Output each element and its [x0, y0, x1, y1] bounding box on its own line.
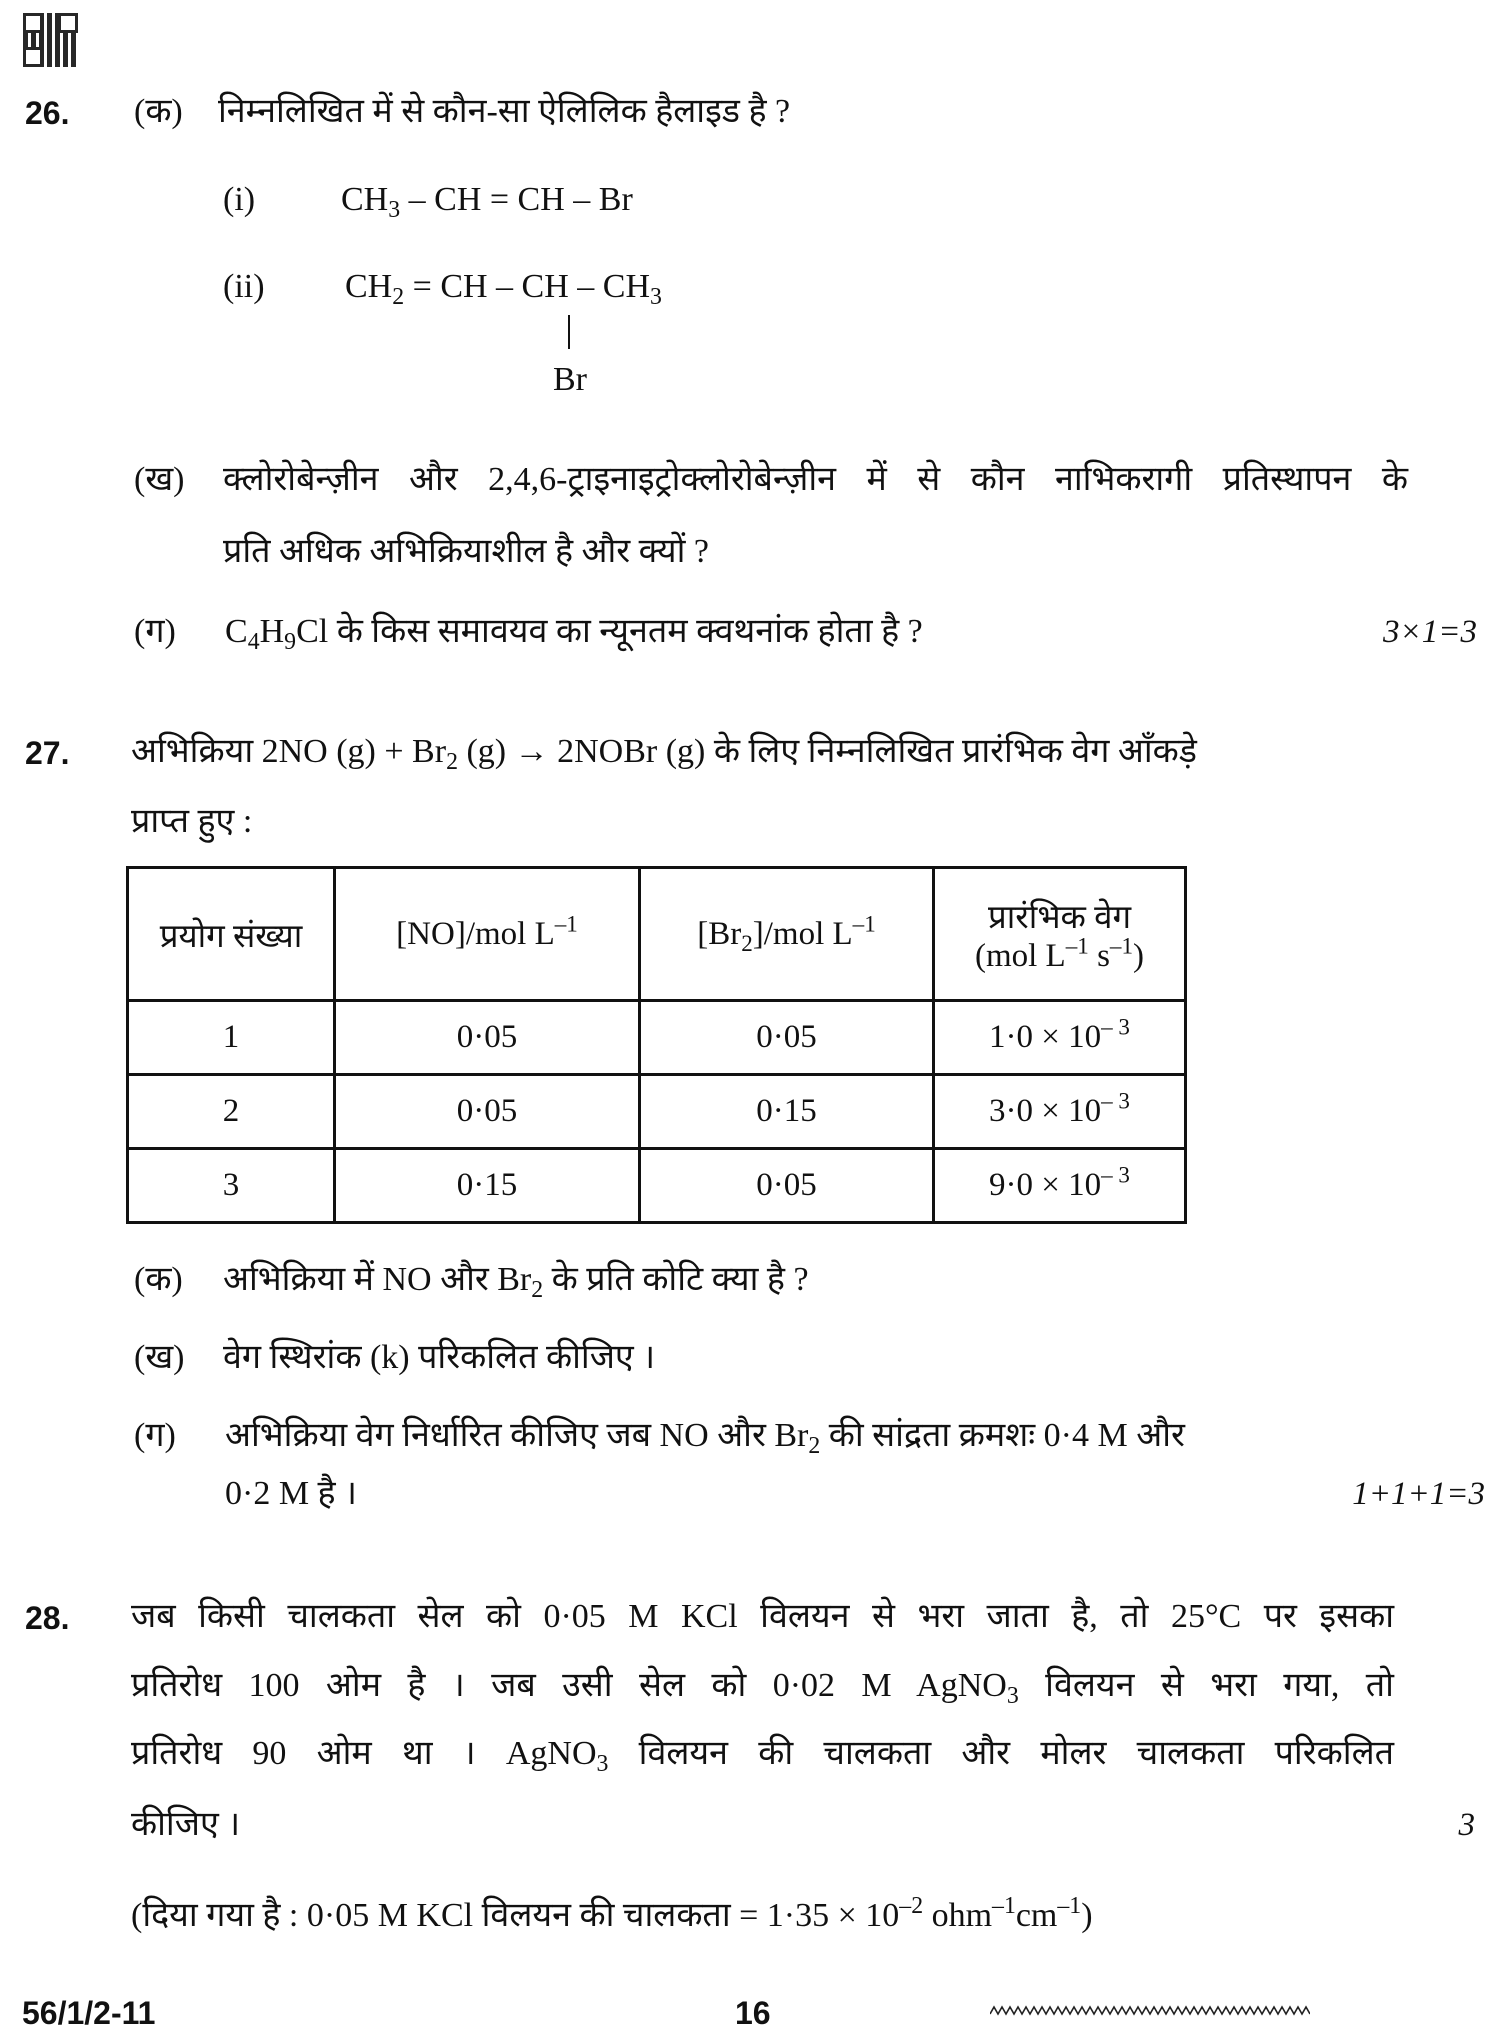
- q27-a-text: अभिक्रिया में NO और $Br_2$ के प्रति कोटि क्या है ?: [223, 1261, 809, 1304]
- q27-marks: 1+1+1=3: [1352, 1476, 1485, 1512]
- table-row: [128, 1075, 1186, 1149]
- q28-marks: 3: [1458, 1807, 1475, 1843]
- q27-c-label: (ग): [134, 1417, 176, 1454]
- q27-c-text: अभिक्रिया वेग निर्धारित कीजिए जब NO और $Br_2$ की सांद्रता क्रमशः 0·4 M और: [225, 1417, 1185, 1460]
- q26-option-i-formula: $CH_3$ – CH = CH – Br: [341, 181, 633, 224]
- question-26-number: 26.: [25, 95, 70, 131]
- q26-option-ii-formula: $CH_2$ = CH – CH – $CH_3$: [345, 268, 662, 311]
- q26-b-label: (ख): [134, 461, 185, 498]
- security-wave-pattern-icon: [990, 2004, 1310, 2018]
- q27-b-text: वेग स्थिरांक (k) परिकलित कीजिए ।: [223, 1339, 656, 1376]
- header-br2-concentration: $[Br_2]$/mol $L^{-1}$: [640, 868, 934, 1001]
- q28-line2: प्रतिरोध 100 ओम है । जब उसी सेल को 0·02 M AgNO$_3$ विलयन से भरा गया, तो: [131, 1667, 1394, 1710]
- q26-option-ii-substituent: Br: [553, 361, 587, 398]
- q26-c-label: (ग): [134, 613, 176, 650]
- q26-marks: 3×1=3: [1382, 614, 1477, 650]
- q26-a-label: (क): [134, 93, 183, 130]
- cell-br2: 0·15: [640, 1075, 934, 1149]
- q26-b-line1: क्लोरोबेन्ज़ीन और 2,4,6-ट्राइनाइट्रोक्लोरोबेन्ज़ीन में से कौन नाभिकरागी प्रतिस्थापन के: [223, 461, 1408, 498]
- q28-line4: कीजिए ।: [131, 1806, 241, 1843]
- cell-br2: 0·05: [640, 1149, 934, 1223]
- rate-data-table: [126, 866, 1187, 1224]
- q27-intro-line2: प्राप्त हुए :: [131, 803, 253, 840]
- cell-no: 0·15: [335, 1149, 640, 1223]
- table-row: [128, 1149, 1186, 1223]
- cell-experiment: 3: [128, 1149, 335, 1223]
- cell-no: 0·05: [335, 1075, 640, 1149]
- cell-rate: $1\cdot 0 \times 10^{- 3}$: [934, 1001, 1186, 1075]
- question-28-number: 28.: [25, 1600, 70, 1636]
- header-no-concentration: [NO]/mol $L^{-1}$: [335, 868, 640, 1001]
- table-header-row: [128, 868, 1186, 1001]
- bond-line: [568, 315, 570, 349]
- cell-experiment: 1: [128, 1001, 335, 1075]
- q28-line1: जब किसी चालकता सेल को 0·05 M KCl विलयन से भरा जाता है, तो 25°C पर इसका: [131, 1598, 1394, 1635]
- q27-b-label: (ख): [134, 1339, 185, 1376]
- cell-rate: $9\cdot 0 \times 10^{- 3}$: [934, 1149, 1186, 1223]
- cell-experiment: 2: [128, 1075, 335, 1149]
- footer-paper-code: 56/1/2-11: [22, 1995, 156, 2031]
- qr-code-icon: [23, 13, 78, 67]
- footer-page-number: 16: [735, 1995, 771, 2031]
- cell-no: 0·05: [335, 1001, 640, 1075]
- q27-c-line2: 0·2 M है ।: [225, 1475, 357, 1512]
- q26-option-i-label: (i): [223, 181, 256, 218]
- question-27-number: 27.: [25, 735, 70, 771]
- header-initial-rate: प्रारंभिक वेग (mol $L^{-1}$ $s^{-1}$): [934, 868, 1186, 1001]
- q26-b-line2: प्रति अधिक अभिक्रियाशील है और क्यों ?: [223, 533, 709, 570]
- q26-a-text: निम्नलिखित में से कौन-सा ऐलिलिक हैलाइड है ?: [218, 93, 791, 130]
- q28-given-data: (दिया गया है : 0·05 M KCl विलयन की चालकता = $1\cdot 35 \times 10^{-2}$ $ohm^{-1}cm^{-1}$): [131, 1892, 1093, 1934]
- cell-rate: $3\cdot 0 \times 10^{- 3}$: [934, 1075, 1186, 1149]
- table-row: [128, 1001, 1186, 1075]
- q26-c-text: $C_4H_9Cl$ के किस समावयव का न्यूनतम क्वथनांक होता है ?: [225, 613, 923, 656]
- q28-line3: प्रतिरोध 90 ओम था । AgNO$_3$ विलयन की चालकता और मोलर चालकता परिकलित: [131, 1735, 1394, 1778]
- q27-intro: अभिक्रिया 2NO $(g) + Br_2$ (g) → 2NOBr (g) के लिए निम्नलिखित प्रारंभिक वेग आँकड़े: [131, 733, 1197, 776]
- q26-option-ii-label: (ii): [223, 268, 265, 305]
- header-experiment-number: प्रयोग संख्या: [128, 868, 335, 1001]
- cell-br2: 0·05: [640, 1001, 934, 1075]
- q27-a-label: (क): [134, 1261, 183, 1298]
